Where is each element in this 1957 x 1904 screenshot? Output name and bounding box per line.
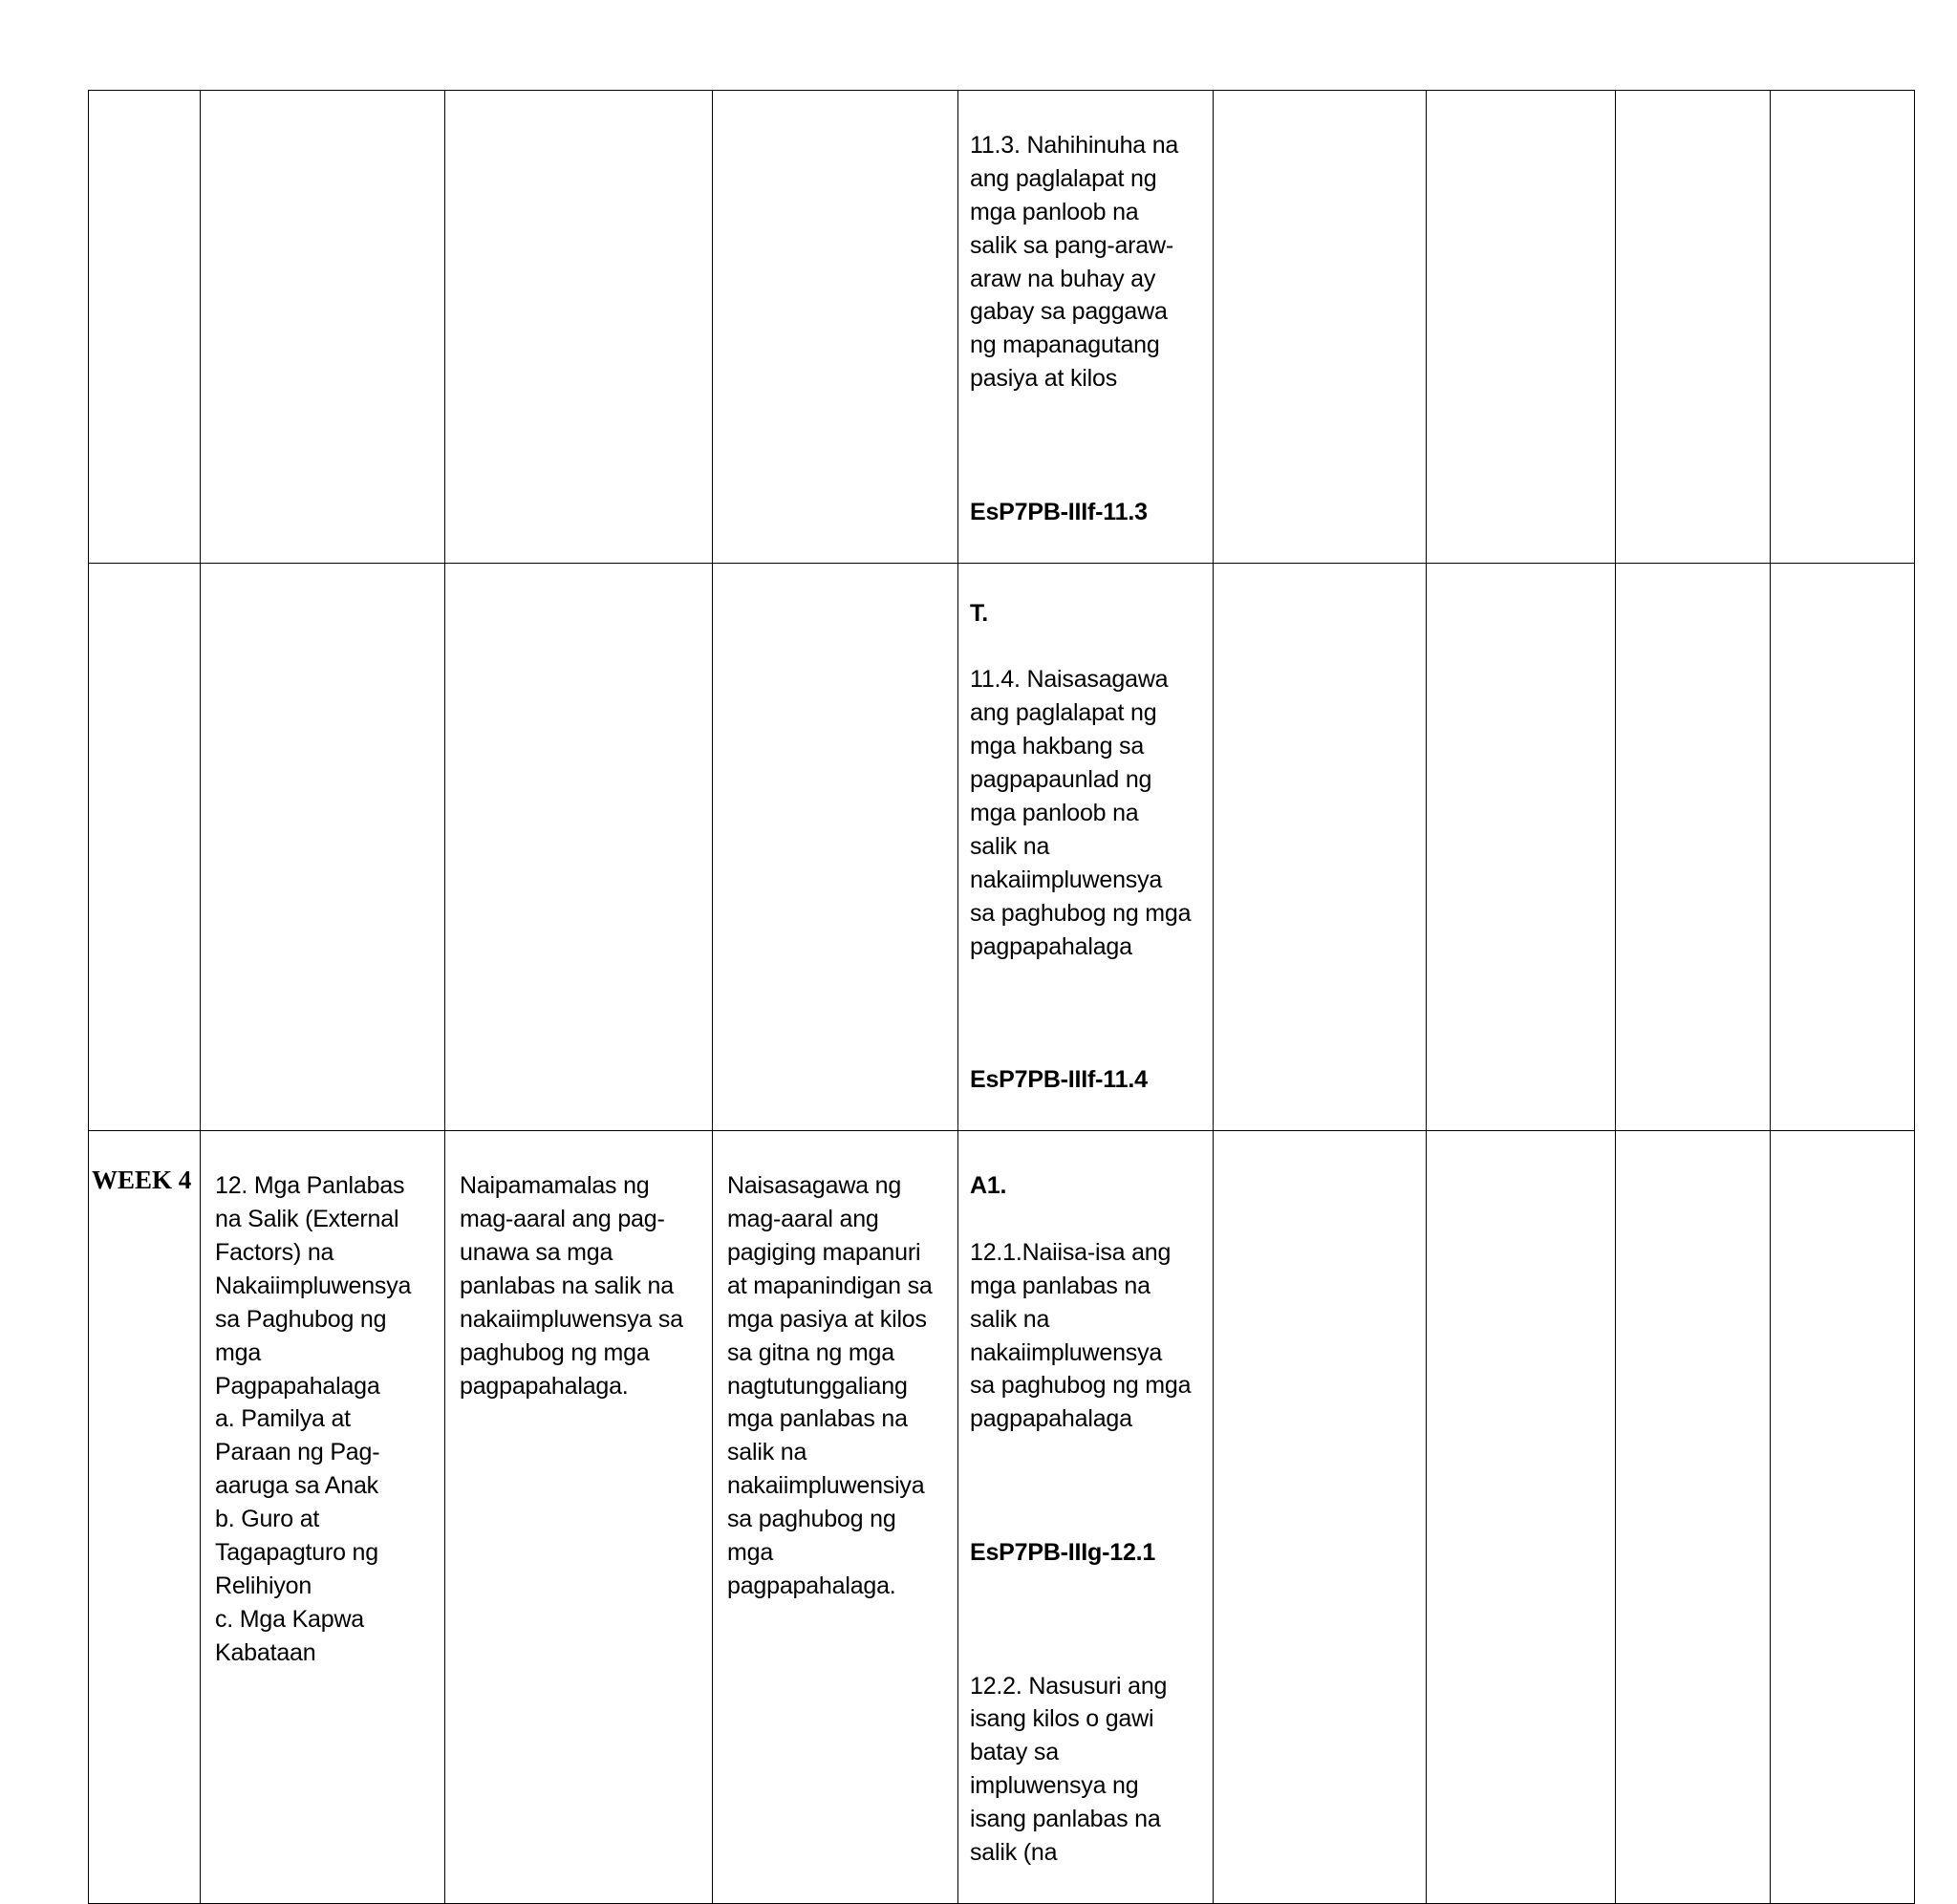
competency-code: EsP7PB-IIIf-11.4 — [970, 1066, 1148, 1094]
empty-cell — [1214, 91, 1427, 564]
table-row — [89, 563, 1915, 1130]
empty-cell — [1771, 563, 1915, 1130]
competency-label: T. — [970, 599, 989, 627]
empty-cell — [1771, 1131, 1915, 1904]
table-row — [89, 1131, 1915, 1904]
table-row — [89, 91, 1915, 564]
competency-cell — [958, 563, 1214, 1130]
topic-cell — [201, 91, 445, 564]
competency-code: EsP7PB-IIIg-12.1 — [970, 1538, 1156, 1566]
competency-text-2: 12.2. Nasusuri ang isang kilos o gawi batay sa impluwensya ng isang panlabas na salik (na — [970, 1672, 1168, 1867]
content-standard-cell — [445, 1131, 713, 1904]
competency-text: 11.3. Nahihinuha na ang paglalapat ng mga panloob na salik sa pang-araw- araw na buhay ay gabay sa paggawa ng mapanagutang pasiya at kilos — [970, 131, 1179, 393]
topic-cell — [201, 1131, 445, 1904]
empty-cell — [1616, 91, 1771, 564]
week-cell — [89, 563, 201, 1130]
empty-cell — [1427, 91, 1616, 564]
week-cell — [89, 91, 201, 564]
empty-cell — [1771, 91, 1915, 564]
empty-cell — [1427, 1131, 1616, 1904]
topic-cell — [201, 563, 445, 1130]
empty-cell — [1616, 563, 1771, 1130]
competency-label: A1. — [970, 1171, 1007, 1199]
performance-standard-cell — [713, 1131, 958, 1904]
performance-standard-cell — [713, 563, 958, 1130]
empty-cell — [1214, 563, 1427, 1130]
week-label: WEEK 4 — [92, 1166, 192, 1195]
competency-text: 12.1.Naiisa-isa ang mga panlabas na salik na nakaiimpluwensya sa paghubog ng mga pagpapahalaga — [970, 1238, 1192, 1433]
empty-cell — [1214, 1131, 1427, 1904]
empty-cell — [1427, 563, 1616, 1130]
competency-cell — [958, 91, 1214, 564]
week-cell — [89, 1131, 201, 1904]
curriculum-table — [88, 90, 1915, 1904]
competency-text: 11.4. Naisasagawa ang paglalapat ng mga hakbang sa pagpapaunlad ng mga panloob na salik na nakaiimpluwensya sa paghubog ng mga pagpapahalaga — [970, 666, 1192, 960]
performance-standard-cell — [713, 91, 958, 564]
competency-code: EsP7PB-IIIf-11.3 — [970, 498, 1148, 525]
topic-text: 12. Mga Panlabas na Salik (External Factors) na Nakaiimpluwensya sa Paghubog ng mga Pagpapahalaga a. Pamilya at Paraan ng Pag- aaruga sa Anak b. Guro at Tagapagturo ng Relihiyon c. Mga Kapwa Kabataan — [215, 1172, 412, 1666]
empty-cell — [1616, 1131, 1771, 1904]
content-standard-text: Naipamamalas ng mag-aaral ang pag- unawa sa mga panlabas na salik na nakaiimpluwensya sa paghubog ng mga pagpapahalaga. — [460, 1172, 683, 1400]
content-standard-cell — [445, 563, 713, 1130]
performance-standard-text: Naisasagawa ng mag-aaral ang pagiging mapanuri at mapanindigan sa mga pasiya at kilos sa gitna ng mga nagtutunggaliang mga panlabas na salik na nakaiimpluwensiya sa paghubog ng mga pagpapahalaga. — [727, 1172, 933, 1599]
competency-cell — [958, 1131, 1214, 1904]
content-standard-cell — [445, 91, 713, 564]
